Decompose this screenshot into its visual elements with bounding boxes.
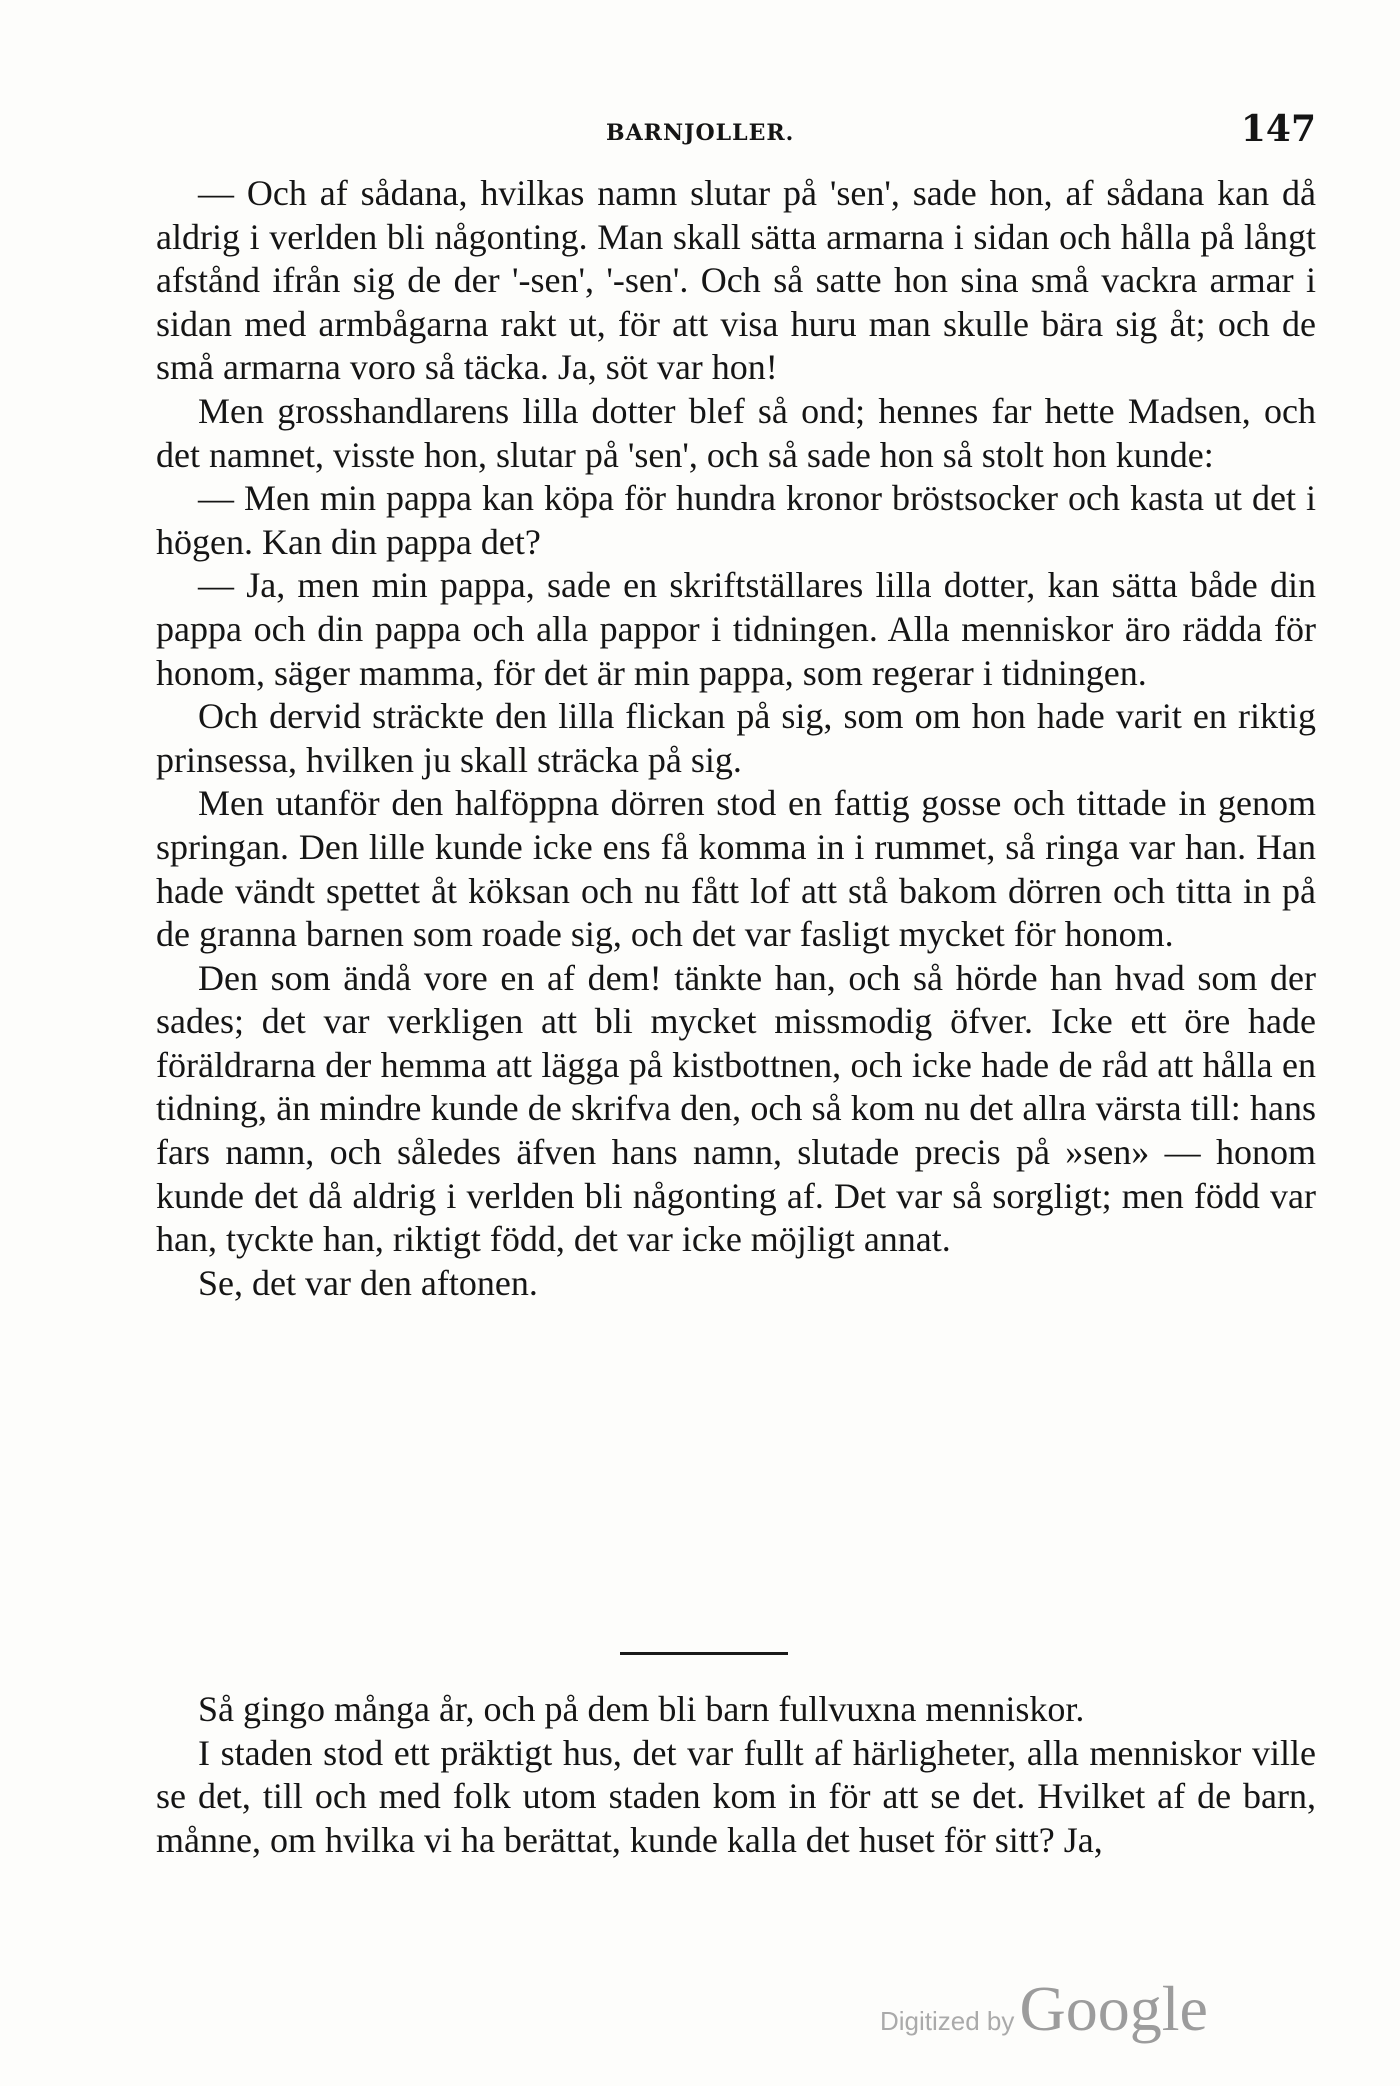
paragraph: — Ja, men min pappa, sade en skriftställares lilla dotter, kan sätta både din pappa och din pappa och alla pappor i tidningen. Alla menniskor äro rädda för honom, säger mamma, för det är min pappa, som regerar i tidningen. — [156, 565, 1316, 693]
paragraph: Men utanför den halföppna dörren stod en fattig gosse och tittade in genom springan. Den lille kunde icke ens få komma in i rummet, så ringa var han. Han hade vändt spettet åt köksan och nu fått lof att stå bakom dörren och titta in på de granna barnen som roade sig, och det var fasligt mycket för honom. — [156, 783, 1316, 955]
paragraph: Så gingo många år, och på dem bli barn fullvuxna menniskor. — [198, 1689, 1085, 1729]
paragraph: I staden stod ett präktigt hus, det var fullt af härligheter, alla menniskor ville se det, till och med folk utom staden kom in för att se det. Hvilket af de barn, månne, om hvilka vi ha berättat, kunde kalla det huset för sitt? Ja, — [156, 1732, 1316, 1860]
paragraph: Se, det var den aftonen. — [198, 1262, 538, 1303]
body-text — [156, 172, 1316, 1305]
paragraph: — Och af sådana, hvilkas namn slutar på 'sen', sade hon, af sådana kan då aldrig i verlden bli någonting. Man skall sätta armarna i sidan och hålla på långt afstånd ifrån sig de der '-sen', '-sen'. Och så satte hon sina små vackra armar i sidan med armbågarna rakt ut, för att visa huru man skulle bära sig åt; och de små armarna voro så täcka. Ja, söt var hon! — [156, 173, 1316, 388]
digitized-watermark — [880, 1972, 1208, 2046]
paragraph: — Men min pappa kan köpa för hundra kronor bröstsocker och kasta ut det i högen. Kan din pappa det? — [156, 478, 1316, 562]
running-title: BARNJOLLER. — [606, 120, 795, 146]
paragraph: Den som ändå vore en af dem! tänkte han, och så hörde han hvad som der sades; det var verkligen att bli mycket missmodig öfver. Icke ett öre hade föräldrarna der hemma att lägga på kistbottnen, och icke hade de råd att hålla en tidning, än mindre kunde de skrifva den, och så kom nu det allra värsta till: hans fars namn, och således äfven hans namn, slutade precis på »sen» — honom kunde det då aldrig i verlden bli någonting af. Det var så sorgligt; men född var han, tyckte han, riktigt född, det var icke möjligt annat. — [156, 957, 1316, 1260]
page-number: 147 — [1240, 108, 1316, 150]
digitized-by-label: Digitized by — [880, 2006, 1015, 2036]
continuation-text — [156, 1688, 1316, 1862]
section-divider — [620, 1652, 788, 1655]
google-logo: Google — [1019, 1973, 1208, 2044]
paragraph: Men grosshandlarens lilla dotter blef så ond; hennes far hette Madsen, och det namnet, visste hon, slutar på 'sen', och så sade hon så stolt hon kunde: — [156, 390, 1316, 475]
page-header — [156, 108, 1316, 158]
paragraph: Och dervid sträckte den lilla flickan på sig, som om hon hade varit en riktig prinsessa, hvilken ju skall sträcka på sig. — [156, 696, 1316, 780]
